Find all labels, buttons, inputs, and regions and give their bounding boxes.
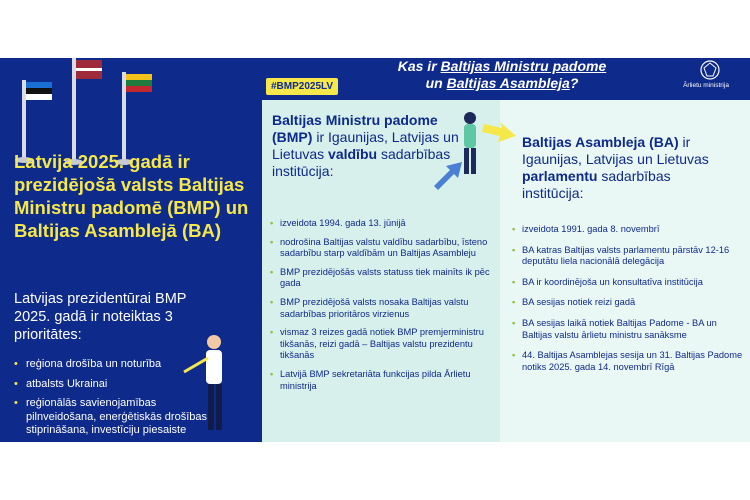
left-title: Latvija 2025. gadā ir prezidējošā valsts Baltijas Ministru padomē (BMP) un Baltijas Asamblejā (BA) — [14, 151, 249, 241]
list-item: • BMP prezidējošā valsts nosaka Baltijas valstu sadarbības prioritāros virzienus — [270, 297, 492, 320]
list-item: • izveidota 1991. gada 8. novembrī — [512, 224, 744, 236]
list-item: • izveidota 1994. gada 13. jūnijā — [270, 218, 492, 230]
ba-heading-text: ir Igaunijas, Latvijas un Lietuvas — [522, 134, 709, 167]
ba-heading-text-2: sadarbības institūcija: — [522, 168, 671, 201]
ba-heading — [522, 134, 732, 202]
logo-text: Ārlietu ministrija — [683, 82, 729, 89]
presenter-illustration — [178, 328, 238, 442]
hashtag-badge: #BMP2025LV — [266, 78, 338, 95]
list-item: • Latvijā BMP sekretariāta funkcijas pilda Ārlietu ministrija — [270, 369, 492, 392]
bmp-heading-bold-2: valdību — [328, 146, 378, 162]
ba-list — [512, 224, 744, 382]
list-item: • reģiona drošība un noturība — [14, 358, 214, 372]
ba-heading-bold-2: parlamentu — [522, 168, 598, 184]
bmp-heading-text-2: sadarbības institūcija: — [272, 146, 451, 179]
list-item: • reģionālās savienojamības pilnveidošana, enerģētiskās drošības stiprināšana, investīciju piesaiste — [14, 397, 214, 438]
title-suffix: ? — [569, 75, 579, 91]
bmp-list — [270, 218, 492, 399]
list-item: • atbalsts Ukrainai — [14, 378, 214, 392]
list-item: • BA katras Baltijas valsts parlamentu pārstāv 12-16 deputātu liela nacionālā delegācija — [512, 245, 744, 268]
list-item: • vismaz 3 reizes gadā notiek BMP premjerministru tikšanās, reizi gadā – Baltijas valstu prezidentu tikšanās — [270, 327, 492, 362]
bmp-heading-bold: Baltijas Ministru padome (BMP) — [272, 112, 438, 145]
list-item: • 44. Baltijas Asamblejas sesija un 31. Baltijas Padome notiks 2025. gada 14. novembrī Rīgā — [512, 350, 744, 373]
bmp-heading-text: ir Igaunijas, Latvijas un Lietuvas — [272, 129, 459, 162]
list-item: • BMP prezidējošās valsts statuss tiek mainīts ik pēc gada — [270, 267, 492, 290]
title-ba: Baltijas Asambleja — [446, 75, 570, 91]
title-bmp: Baltijas Ministru padome — [440, 58, 607, 74]
infographic-banner — [0, 58, 750, 442]
list-item: • BA ir koordinējoša un konsultatīva institūcija — [512, 277, 744, 289]
title-prefix: Kas ir — [397, 58, 437, 74]
title-mid: un — [425, 75, 443, 91]
list-item: • BA sesijas notiek reizi gadā — [512, 297, 744, 309]
person-with-arrows-illustration — [432, 106, 522, 196]
list-item: • BA sesijas laikā notiek Baltijas Padome - BA un Baltijas valstu ārlietu ministru sanāksme — [512, 318, 744, 341]
ba-heading-bold: Baltijas Asambleja (BA) — [522, 134, 679, 150]
left-subtitle: Latvijas prezidentūrai BMP 2025. gadā ir noteiktas 3 prioritātes: — [14, 291, 187, 343]
list-item: • nodrošina Baltijas valstu valdību sadarbību, īsteno sadarbību starp valdībām un Baltijas Asambleju — [270, 237, 492, 260]
page-title — [376, 58, 628, 92]
